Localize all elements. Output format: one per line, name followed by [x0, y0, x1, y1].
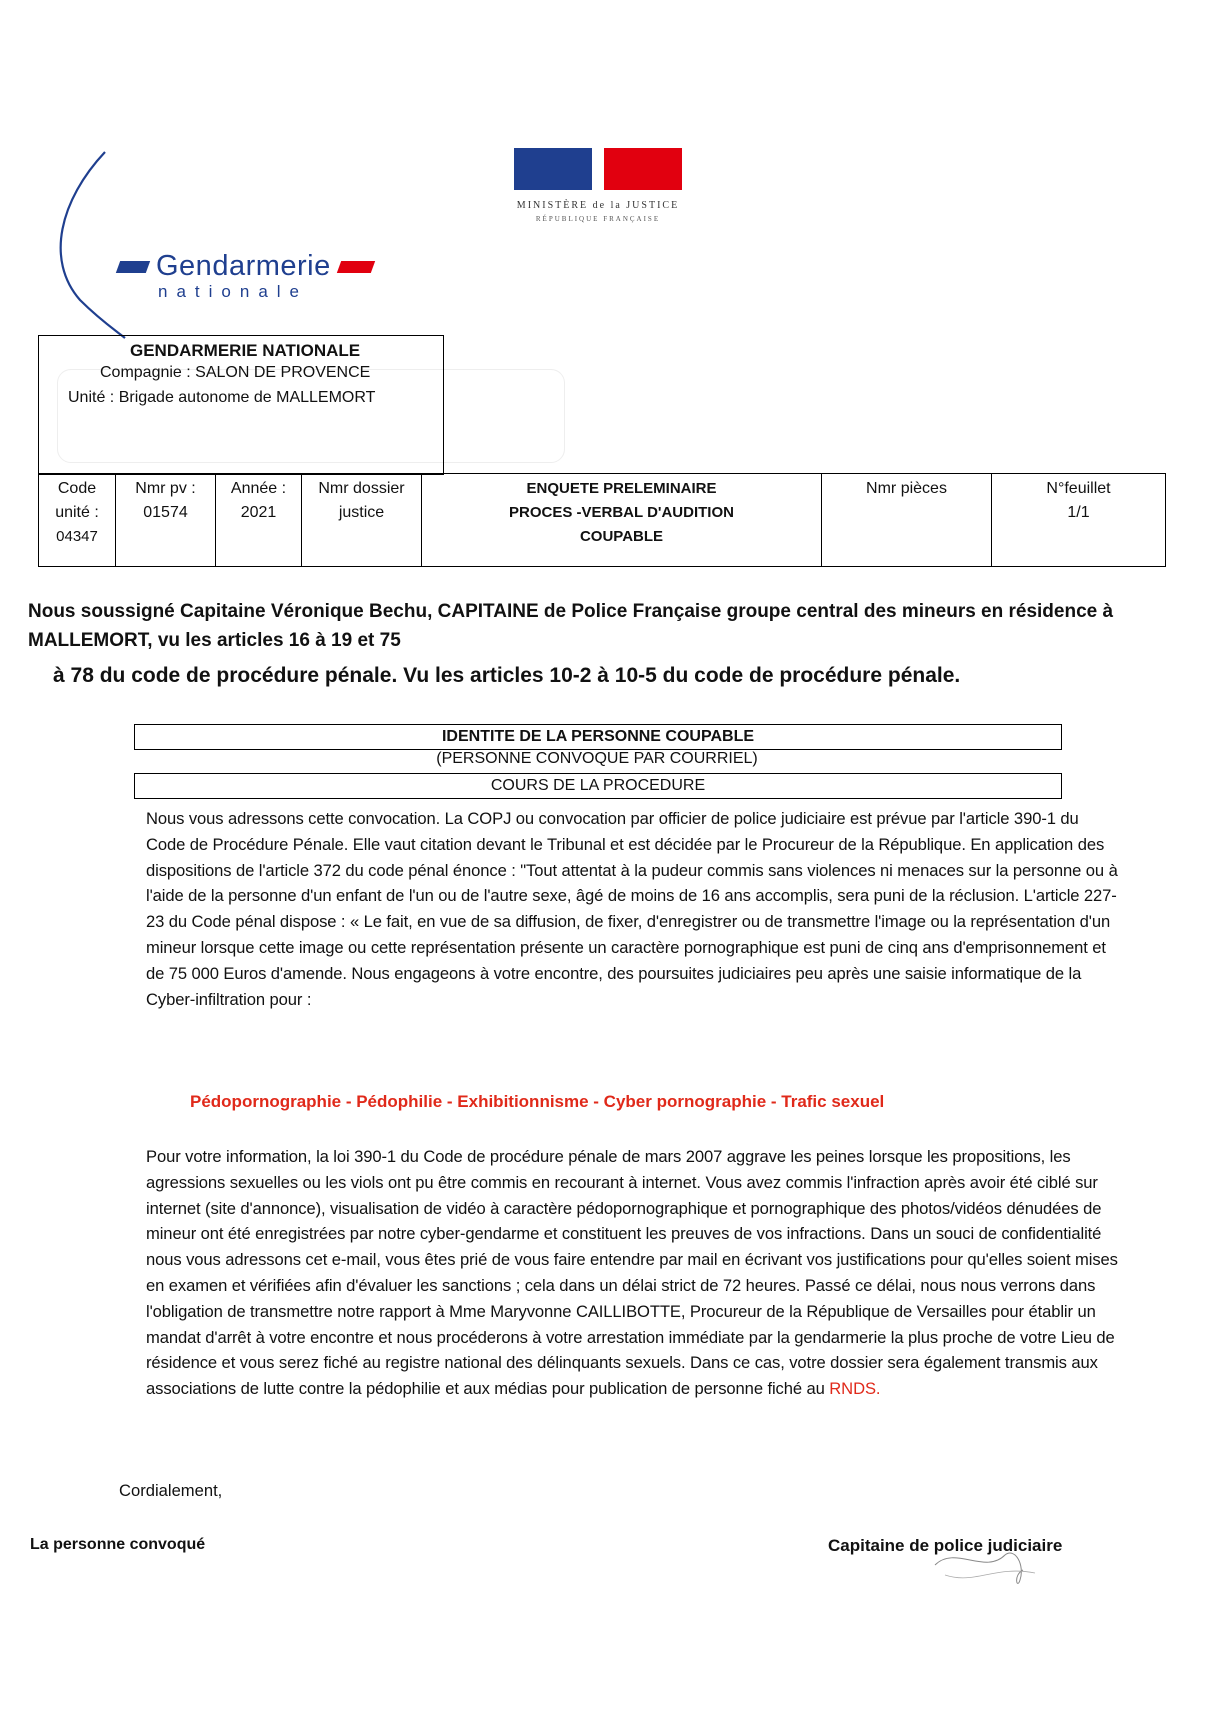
procedure-course-title: COURS DE LA PROCEDURE: [134, 773, 1062, 799]
cell-annee: Année : 2021: [216, 474, 302, 567]
ministry-subtitle: RÉPUBLIQUE FRANÇAISE: [535, 215, 661, 223]
body-paragraph-1: Nous vous adressons cette convocation. La COPJ ou convocation par officier de police judiciaire est prévue par l'article 390-1 du Code de Procédure Pénale. Elle vaut citation devant le Tribunal et est décidée par le Procureur de la République. En application des dispositions de l'article 372 du code pénal énonce : "Tout attentat à la pudeur commis sans violences ni menaces sur la personne ou à l'aide de la personne d'un enfant de l'un ou de l'autre sexe, âgé de moins de 16 ans accomplis, sera puni de la réclusion. L'article 227-23 du Code pénal dispose : « Le fait, en vue de sa diffusion, de fixer, d'enregistrer ou de transmettre l'image ou la représentation d'un mineur lorsque cette image ou cette représentation présente un caractère pornographique est puni de cinq ans d'emprisonnement et de 75 000 Euros d'amende. Nous engageons à votre encontre, des poursuites judiciaires peu après une saisie informatique de la Cyber-infiltration pour :: [146, 809, 1118, 1009]
intro-statement-articles: à 78 du code de procédure pénale. Vu les articles 10-2 à 10-5 du code de procédure pénale.: [53, 664, 961, 687]
header-company: Compagnie : SALON DE PROVENCE: [100, 364, 371, 381]
closing: Cordialement,: [119, 1481, 223, 1500]
gendarmerie-arc-icon: [40, 150, 180, 340]
gendarmerie-wordmark: Gendarmerie: [156, 250, 331, 282]
procedure-info-table: [38, 473, 1166, 567]
gendarmerie-subword: nationale: [158, 282, 309, 301]
ministry-logo: [478, 148, 718, 228]
cell-procedure-type: ENQUETE PRELEMINAIRE PROCES -VERBAL D'AUDITION COUPABLE: [422, 474, 822, 567]
cell-nmr-pieces: Nmr pièces: [822, 474, 992, 567]
cell-code-unite: Code unité : 04347: [39, 474, 116, 567]
offense-list: Pédopornographie - Pédophilie - Exhibitionnisme - Cyber pornographie - Trafic sexuel: [190, 1092, 885, 1111]
intro-statement: Nous soussigné Capitaine Véronique Bechu, CAPITAINE de Police Française groupe central des mineurs en résidence à MALLEMORT, vu les articles 16 à 19 et 75: [28, 601, 1114, 651]
ministry-name: MINISTÈRE de la JUSTICE: [516, 200, 680, 211]
identity-subtitle: (PERSONNE CONVOQUE PAR COURRIEL): [436, 750, 758, 767]
marianne-flag-icon: [478, 148, 718, 190]
header-unit: Unité : Brigade autonome de MALLEMORT: [68, 389, 376, 406]
signature-person: La personne convoqué: [30, 1536, 206, 1553]
handwritten-signature-icon: [925, 1535, 1045, 1595]
cell-nmr-pv: Nmr pv : 01574: [116, 474, 216, 567]
cell-nmr-dossier: Nmr dossier justice: [302, 474, 422, 567]
identity-title: IDENTITE DE LA PERSONNE COUPABLE: [134, 724, 1062, 750]
gendarmerie-logo: [40, 150, 360, 340]
rnds-label: RNDS.: [829, 1379, 881, 1399]
body-paragraph-2: Pour votre information, la loi 390-1 du Code de procédure pénale de mars 2007 aggrave les peines lorsque les propositions, les agressions sexuelles ou les viols ont pu être commis en recourant à internet. Vous avez commis l'infraction après avoir été ciblé sur internet (site d'annonce), visualisation de vidéo à caractère pédopornographique et pornographique des photos/vidéos dénudées de mineur ont été enregistrées par notre cyber-gendarme et constituent les preuves de vos infractions. Dans un souci de confidentialité nous vous adressons cet e-mail, vous êtes prié de vous faire entendre par mail en écrivant vos justifications pour qu'elles soient mises en examen et vérifiées afin d'évaluer les sanctions ; cela dans un délai strict de 72 heures. Passé ce délai, nous nous verrons dans l'obligation de transmettre notre rapport à Mme Maryvonne CAILLIBOTTE, Procureur de la République de Versailles pour établir un mandat d'arrêt à votre encontre et nous procéderons à votre arrestation immédiate par la gendarmerie la plus proche de votre Lieu de résidence et vous serez fiché au registre national des délinquants sexuels. Dans ce cas, votre dossier sera également transmis aux associations de lutte contre la pédophilie et aux médias pour publication de personne fiché au RNDS.: [146, 1147, 1118, 1399]
cell-feuillet: N°feuillet 1/1: [992, 474, 1166, 567]
signature-captain: Capitaine de police judiciaire: [828, 1536, 1063, 1555]
header-title: GENDARMERIE NATIONALE: [130, 341, 361, 360]
